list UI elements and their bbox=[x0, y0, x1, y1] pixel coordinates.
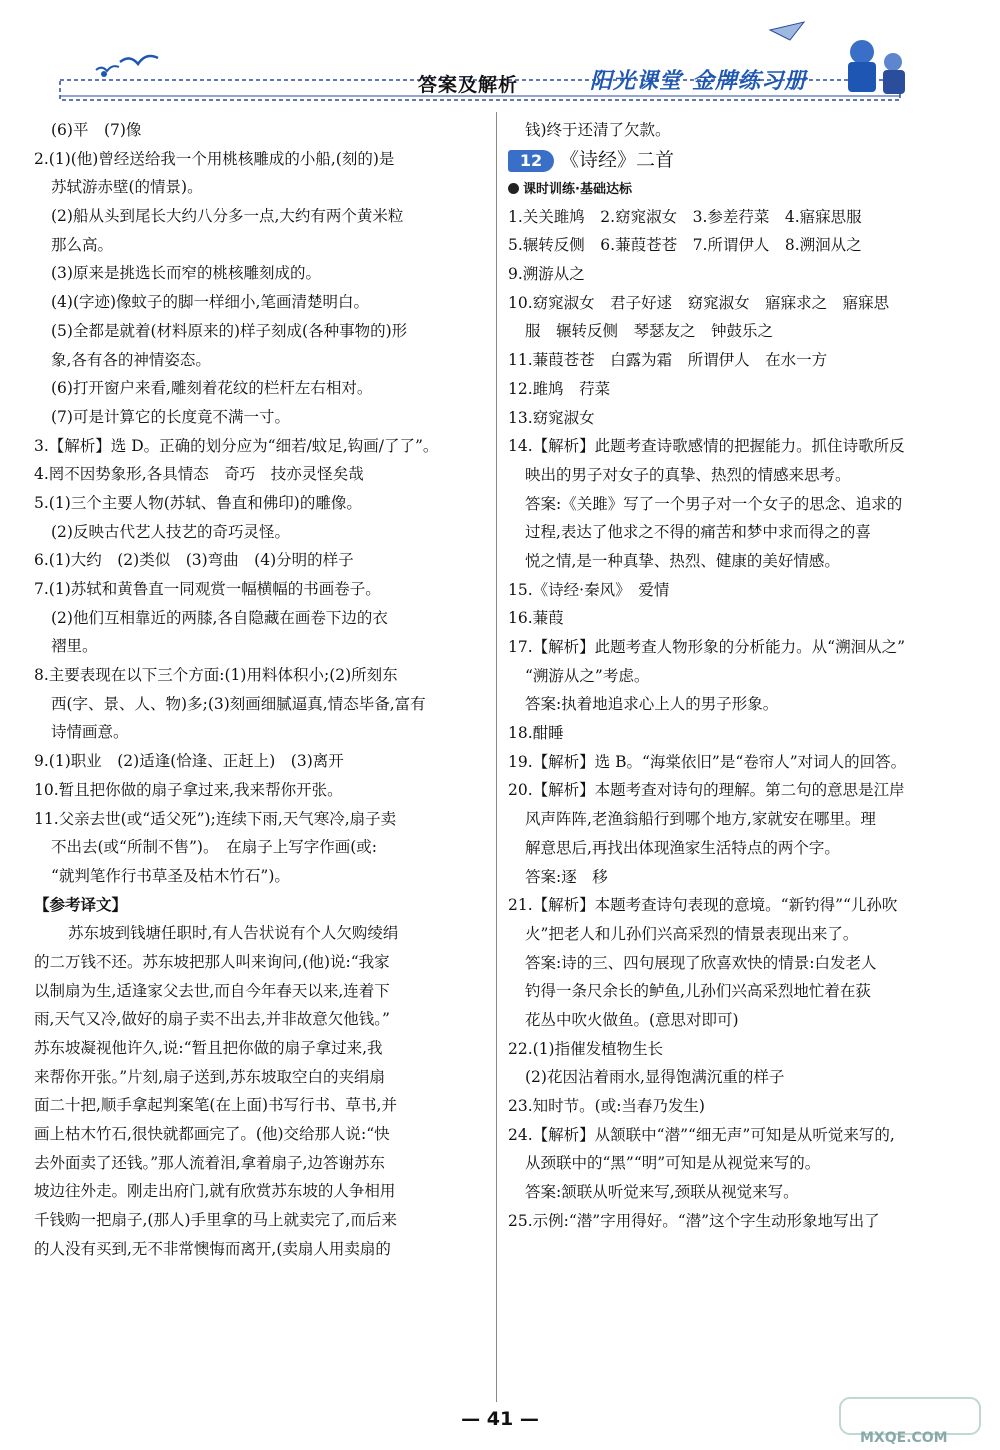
text-line: 11.父亲去世(或“适父死”);连续下雨,天气寒冷,扇子卖 bbox=[34, 809, 397, 828]
text-line: 6.(1)大约 (2)类似 (3)弯曲 (4)分明的样子 bbox=[34, 551, 354, 570]
section-number-badge: 12 bbox=[508, 150, 554, 172]
text-line: 褶里。 bbox=[51, 637, 98, 656]
text-line: 16.蒹葭 bbox=[508, 609, 564, 628]
text-line: 1.关关雎鸠 2.窈窕淑女 3.参差荇菜 4.寤寐思服 bbox=[508, 207, 862, 226]
text-line: 映出的男子对女子的真挚、热烈的情感来思考。 bbox=[525, 465, 851, 484]
text-line: “就判笔作行书草圣及枯木竹石”)。 bbox=[51, 866, 290, 885]
text-line: 19.【解析】选 B。“海棠依旧”是“卷帘人”对词人的回答。 bbox=[508, 752, 907, 771]
text-line: 25.示例:“潜”字用得好。“潜”这个字生动形象地写出了 bbox=[508, 1211, 880, 1230]
text-line: 花丛中吹火做鱼。(意思对即可) bbox=[525, 1010, 739, 1029]
text-line: 7.(1)苏轼和黄鲁直一同观赏一幅横幅的书画卷子。 bbox=[34, 580, 381, 598]
text-line: 过程,表达了他求之不得的痛苦和梦中求而得之的喜 bbox=[525, 523, 871, 542]
text-line: 面二十把,顺手拿起判案笔(在上面)书写行书、草书,并 bbox=[34, 1096, 397, 1115]
text-line: 解意思后,再找出体现渔家生活特点的两个字。 bbox=[525, 838, 840, 857]
text-line: 火”把老人和儿孙们兴高采烈的情景表现出来了。 bbox=[525, 924, 859, 943]
text-line: 9.(1)职业 (2)适逢(恰逢、正赶上) (3)离开 bbox=[34, 752, 344, 771]
text-line: 11.蒹葭苍苍 白露为霜 所谓伊人 在水一方 bbox=[508, 351, 828, 370]
text-line: 那么高。 bbox=[51, 235, 114, 254]
text-line: 17.【解析】此题考查人物形象的分析能力。从“溯洄从之” bbox=[508, 638, 906, 656]
subsection-title-text: 课时训练·基础达标 bbox=[523, 181, 632, 197]
text-line: (6)打开窗户来看,雕刻着花纹的栏杆左右相对。 bbox=[51, 379, 373, 398]
text-line: (5)全都是就着(材料原来的)样子刻成(各种事物的)形 bbox=[51, 321, 408, 340]
brand-part2: 金牌练习册 bbox=[692, 69, 808, 94]
brand-part1: 阳光课堂 bbox=[590, 69, 683, 94]
text-line: 钓得一条尺余长的鲈鱼,儿孙们兴高采烈地忙着在荻 bbox=[525, 982, 871, 1001]
bullet-icon bbox=[508, 183, 519, 194]
text-line: 8.主要表现在以下三个方面:(1)用料体积小;(2)所刻东 bbox=[34, 666, 398, 685]
text-line: (6)平 (7)像 bbox=[51, 121, 142, 139]
header-brand bbox=[590, 64, 817, 95]
text-line: 答案:《关雎》写了一个男子对一个女子的思念、追求的 bbox=[525, 494, 903, 513]
text-line: 服 辗转反侧 琴瑟友之 钟鼓乐之 bbox=[525, 322, 774, 341]
text-line: 诗情画意。 bbox=[51, 723, 129, 742]
text-line: (2)他们互相靠近的两膝,各自隐藏在画卷下边的衣 bbox=[51, 608, 388, 627]
text-line: 悦之情,是一种真挚、热烈、健康的美好情感。 bbox=[525, 551, 840, 570]
text-line: 答案:诗的三、四句展现了欣喜欢快的情景:白发老人 bbox=[525, 953, 877, 972]
text-line: (2)船从头到尾长大约八分多一点,大约有两个黄米粒 bbox=[51, 207, 404, 226]
text-line: 5.(1)三个主要人物(苏轼、鲁直和佛印)的雕像。 bbox=[34, 493, 362, 512]
text-line: 10.窈窕淑女 君子好逑 窈窕淑女 寤寐求之 寤寐思 bbox=[508, 293, 890, 312]
text-line: 答案:颔联从听觉来写,颈联从视觉来写。 bbox=[525, 1183, 799, 1202]
text-line: 苏东坡凝视他许久,说:“暂且把你做的扇子拿过来,我 bbox=[34, 1039, 383, 1057]
text-line: (4)(字迹)像蚊子的脚一样细小,笔画清楚明白。 bbox=[51, 293, 369, 312]
bird-icon bbox=[96, 66, 119, 71]
page-number: — 41 — bbox=[461, 1408, 539, 1430]
text-line: 24.【解析】从颔联中“潜”“细无声”可知是从听觉来写的, bbox=[508, 1125, 895, 1144]
text-line: 13.窈窕淑女 bbox=[508, 408, 595, 427]
text-line: 画上枯木竹石,很快就都画完了。(他)交给那人说:“快 bbox=[34, 1125, 390, 1144]
text-line: (2)花因沾着雨水,显得饱满沉重的样子 bbox=[525, 1068, 785, 1087]
text-line: 去外面卖了还钱。”那人流着泪,拿着扇子,边答谢苏东 bbox=[34, 1153, 386, 1172]
text-line: 来帮你开张。”片刻,扇子送到,苏东坡取空白的夹绢扇 bbox=[34, 1067, 386, 1086]
text-line: (2)反映古代艺人技艺的奇巧灵怪。 bbox=[51, 522, 290, 541]
text-line: 22.(1)指催发植物生长 bbox=[508, 1039, 664, 1058]
text-line: 【参考译文】 bbox=[34, 894, 128, 914]
text-line: 答案:逐 移 bbox=[525, 867, 608, 886]
text-line: 象,各有各的神情姿态。 bbox=[51, 350, 211, 369]
text-line: 5.辗转反侧 6.蒹葭苍苍 7.所谓伊人 8.溯洄从之 bbox=[508, 236, 862, 255]
subsection-title bbox=[508, 177, 956, 203]
text-line: 的人没有买到,无不非常懊悔而离开,(卖扇人用卖扇的 bbox=[34, 1239, 391, 1258]
bird-icon bbox=[120, 56, 158, 64]
text-line: 从颈联中的“黑”“明”可知是从视觉来写的。 bbox=[525, 1154, 821, 1173]
child-figure-icon bbox=[850, 40, 874, 64]
text-line: 风声阵阵,老渔翁船行到哪个地方,家就安在哪里。理 bbox=[525, 810, 876, 829]
text-line: 答案:执着地追求心上人的男子形象。 bbox=[525, 695, 779, 714]
section-heading bbox=[508, 145, 956, 177]
column-divider bbox=[496, 112, 497, 1402]
text-line: 钱)终于还清了欠款。 bbox=[525, 121, 671, 139]
text-line: 9.溯游从之 bbox=[508, 265, 585, 284]
text-line: 15.《诗经·秦风》 爱情 bbox=[508, 580, 670, 599]
text-line: 苏轼游赤壁(的情景)。 bbox=[51, 178, 203, 197]
page-header bbox=[0, 0, 1000, 110]
text-line: 苏东坡到钱塘任职时,有人告状说有个人欠购绫绢 bbox=[68, 924, 399, 943]
text-line: (3)原来是挑选长而窄的桃核雕刻成的。 bbox=[51, 264, 321, 283]
text-line: 以制扇为生,适逢家父去世,而自今年春天以来,连着下 bbox=[34, 981, 390, 1000]
text-line: 千钱购一把扇子,(那人)手里拿的马上就卖完了,而后来 bbox=[34, 1211, 397, 1230]
text-line: 2.(1)(他)曾经送给我一个用桃核雕成的小船,(刻的)是 bbox=[34, 149, 395, 168]
text-line: 4.罔不因势象形,各具情态 奇巧 技亦灵怪矣哉 bbox=[34, 465, 364, 484]
text-line: (7)可是计算它的长度竟不满一寸。 bbox=[51, 407, 290, 426]
text-line: 西(字、景、人、物)多;(3)刻画细腻逼真,情态毕备,富有 bbox=[51, 694, 426, 713]
text-line: 20.【解析】本题考查对诗句的理解。第二句的意思是江岸 bbox=[508, 781, 905, 800]
text-line: 坡边往外走。刚走出府门,就有欣赏苏东坡的人争相用 bbox=[34, 1182, 396, 1201]
text-line: 21.【解析】本题考查诗句表现的意境。“新钓得”“儿孙吹 bbox=[508, 896, 898, 915]
text-line: 3.【解析】选 D。正确的划分应为“细若/蚊足,钩画/了了”。 bbox=[34, 436, 439, 455]
text-line: 14.【解析】此题考查诗歌感情的把握能力。抓住诗歌所反 bbox=[508, 437, 905, 456]
text-line: 12.雎鸠 荇菜 bbox=[508, 379, 611, 398]
text-line: 的二万钱不还。苏东坡把那人叫来询问,(他)说:“我家 bbox=[34, 952, 390, 971]
paper-plane-icon bbox=[770, 22, 804, 40]
header-title: 答案及解析 bbox=[418, 74, 519, 96]
text-line: 雨,天气又冷,做好的扇子卖不出去,并非故意欠他钱。” bbox=[34, 1010, 390, 1029]
right-column bbox=[508, 116, 956, 1235]
text-line: 23.知时节。(或:当春乃发生) bbox=[508, 1097, 705, 1115]
left-column bbox=[34, 116, 486, 1264]
text-line: 不出去(或“所制不售”)。 在扇子上写字作画(或: bbox=[51, 838, 377, 857]
text-line: “溯游从之”考虑。 bbox=[525, 666, 650, 685]
section-title: 《诗经》二首 bbox=[560, 149, 675, 172]
text-line: 10.暂且把你做的扇子拿过来,我来帮你开张。 bbox=[34, 780, 343, 799]
child-figure-icon bbox=[884, 53, 902, 71]
watermark-text: MXQE.COM bbox=[860, 1430, 948, 1446]
text-line: 18.酣睡 bbox=[508, 724, 564, 743]
